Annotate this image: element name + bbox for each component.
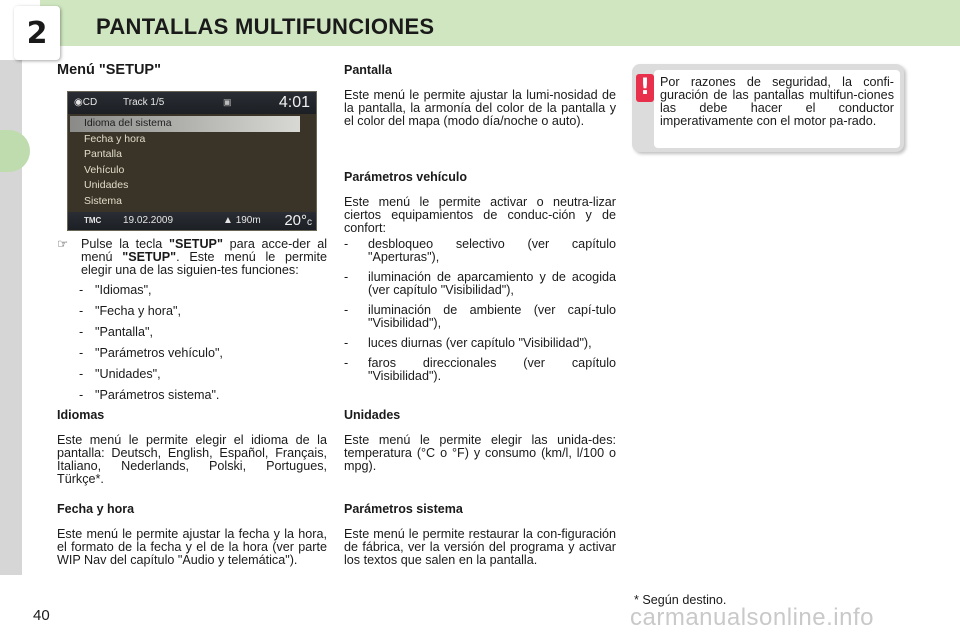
- section-title: Idiomas: [57, 408, 105, 422]
- screen-lock-icon: ▣: [223, 97, 232, 107]
- section-title: Fecha y hora: [57, 502, 135, 516]
- list-item: - desbloqueo selectivo (ver capítulo "Aperturas"),: [344, 238, 616, 264]
- page-number: 40: [33, 607, 50, 624]
- screen-menu-item: Unidades: [84, 179, 129, 191]
- chapter-number: 2: [26, 15, 48, 51]
- setup-screen-image: [67, 91, 317, 231]
- list-item: - luces diurnas (ver capítulo "Visibilidad"),: [344, 337, 616, 350]
- screen-temperature: 20°c: [284, 212, 312, 229]
- screen-tmc: TMC: [84, 216, 102, 225]
- safety-warning-box: [632, 64, 904, 152]
- fecha-section: [57, 503, 327, 567]
- exclamation-icon: !: [636, 74, 654, 102]
- chapter-tab-marker: [0, 130, 30, 172]
- list-item: - faros direccionales (ver capítulo "Visibilidad").: [344, 357, 616, 383]
- list-item: - "Parámetros sistema".: [57, 389, 327, 402]
- setup-intro: ☞ Pulse la tecla "SETUP" para acce-der al menú "SETUP". Este menú le permite elegir una de las siguien-tes funciones:: [57, 237, 327, 277]
- chapter-number-box: [14, 6, 60, 60]
- screen-track: Track 1/5: [123, 97, 165, 108]
- section-title: Pantalla: [344, 63, 392, 77]
- screen-date: 19.02.2009: [123, 215, 174, 226]
- idiomas-section: [57, 409, 327, 486]
- vehiculo-section: [344, 171, 616, 390]
- list-item: - "Parámetros vehículo",: [57, 347, 327, 360]
- screen-menu-item: Vehículo: [84, 163, 125, 176]
- setup-menu-title: Menú "SETUP": [57, 62, 161, 78]
- screen-menu-item: Idioma del sistema: [70, 116, 300, 132]
- section-body: Este menú le permite ajustar la fecha y la hora, el formato de la fecha y el de la hora (ver parte WIP Nav del capítulo "Audio y telemática").: [57, 527, 327, 567]
- footnote: * Según destino.: [634, 593, 727, 607]
- section-body: Este menú le permite ajustar la lumi-nosidad de la pantalla, la armonía del color de la pantalla y el color del mapa (modo día/noche o auto).: [344, 88, 616, 128]
- setup-heading-block: [57, 64, 327, 77]
- screen-menu-item: Fecha y hora: [84, 132, 146, 145]
- list-item: - "Fecha y hora",: [57, 305, 327, 318]
- screen-distance: ▲ 190m: [223, 215, 261, 226]
- setup-instructions: [57, 238, 327, 410]
- section-title: Unidades: [344, 408, 401, 422]
- section-body: Este menú le permite restaurar la con-figuración de fábrica, ver la versión del programa y activar los textos que salen en la pantalla.: [344, 527, 616, 567]
- list-item: - "Unidades",: [57, 368, 327, 381]
- list-item: - "Idiomas",: [57, 284, 327, 297]
- screen-source: ◉CD: [74, 97, 98, 108]
- list-item: - "Pantalla",: [57, 326, 327, 339]
- pointer-icon: ☞: [57, 237, 69, 251]
- list-item: - iluminación de ambiente (ver capí-tulo "Visibilidad"),: [344, 304, 616, 330]
- setup-function-list: [57, 284, 327, 402]
- page-title: PANTALLAS MULTIFUNCIONES: [96, 14, 435, 39]
- watermark: carmanualsonline.info: [630, 604, 874, 631]
- screen-time: 4:01: [278, 94, 310, 111]
- screen-bottom-bar: [68, 212, 316, 230]
- section-title: Parámetros vehículo: [344, 170, 467, 184]
- sistema-section: [344, 503, 616, 567]
- pantalla-section: [344, 64, 616, 128]
- warning-text: Por razones de seguridad, la confi-guración de las pantallas multifun-ciones las debe hacer el conductor imperativamente con el motor pa-rado.: [654, 70, 900, 148]
- section-body: Este menú le permite activar o neutra-lizar ciertos equipamientos de conduc-ción y de confort:: [344, 195, 616, 235]
- section-title: Parámetros sistema: [344, 502, 463, 516]
- vehiculo-list: [344, 238, 616, 383]
- screen-menu-item: Pantalla: [84, 148, 122, 160]
- screen-menu-item: Sistema: [84, 194, 122, 207]
- section-body: Este menú le permite elegir el idioma de la pantalla: Deutsch, English, Español, Français, Italiano, Nederlands, Polski, Portugues, Türkçe*.: [57, 433, 327, 486]
- list-item: - iluminación de aparcamiento y de acogida (ver capítulo "Visibilidad"),: [344, 271, 616, 297]
- section-body: Este menú le permite elegir las unida-des: temperatura (°C o °F) y consumo (km/l, l/100 o mpg).: [344, 433, 616, 473]
- screen-menu-list: [68, 116, 316, 209]
- screen-top-bar: [68, 92, 316, 114]
- unidades-section: [344, 409, 616, 473]
